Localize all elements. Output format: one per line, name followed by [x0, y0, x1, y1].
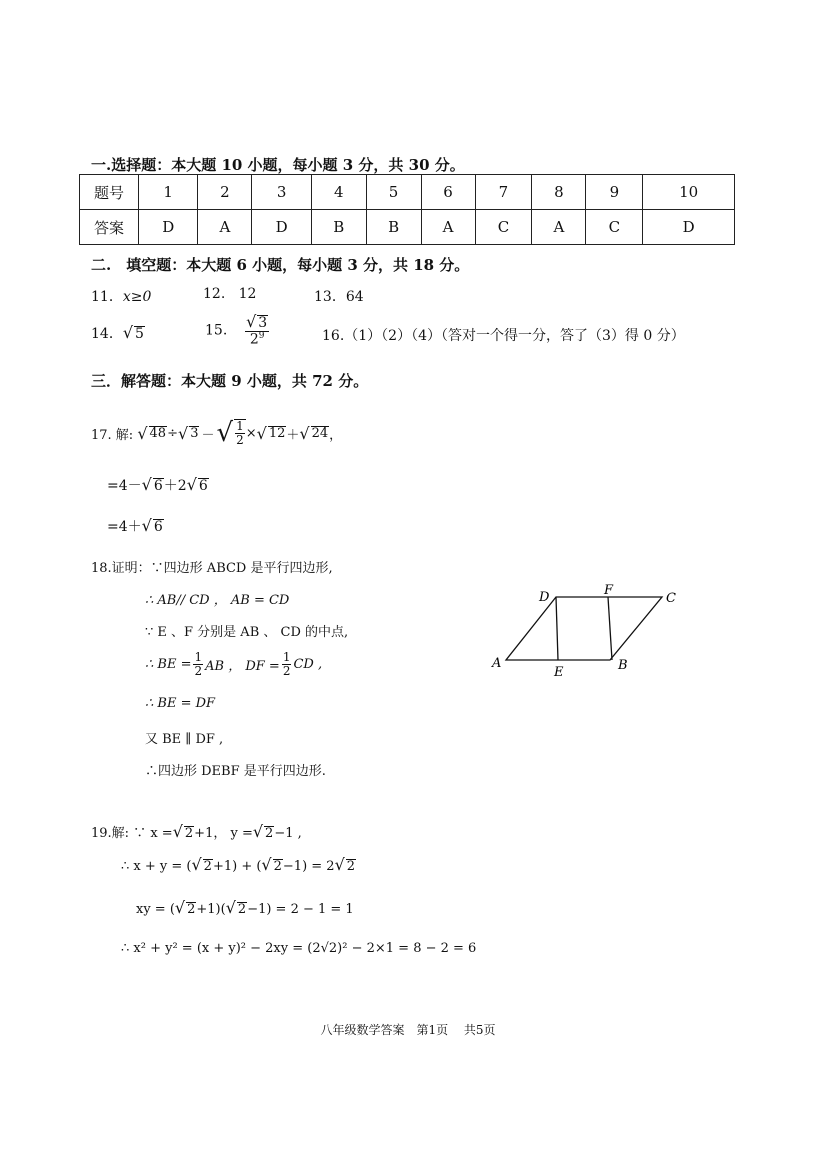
q19-line2: ∴ x + y = (√ 2+1) + (√ 2−1) = 2√ 2: [121, 855, 356, 874]
page-footer: 八年级数学答案 第1页 共5页: [320, 1023, 496, 1037]
table-row-answers: [80, 210, 735, 245]
q17-radicand: 3: [190, 425, 199, 441]
q19-radicand: 2: [184, 826, 194, 841]
q15-number: 15.: [205, 322, 228, 339]
q19-text: xy = (: [136, 902, 175, 917]
q17-radicand: 24: [311, 425, 329, 441]
q18-line4: [145, 651, 322, 678]
label-f: F: [604, 583, 614, 598]
q14-answer: 14．√ 5: [91, 323, 144, 342]
q18-line7: ∴四边形 DEBF 是平行四边形.: [145, 764, 326, 779]
q14-value: 5: [135, 326, 144, 342]
q17-operator: ÷: [167, 425, 178, 441]
label-d: D: [539, 590, 550, 605]
q19-text: +1) + (: [212, 859, 262, 874]
q15-numerator: 3: [258, 315, 268, 331]
segment-de: [556, 597, 558, 660]
q19-line3: xy = (√ 2+1)(√ 2−1) = 2 − 1 = 1: [136, 898, 354, 917]
q19-text: ∴ x + y = (: [121, 859, 192, 874]
q18-fraction: [282, 651, 292, 678]
label-c: C: [666, 591, 676, 606]
table-cell: B: [311, 210, 366, 245]
q13-answer: [314, 286, 364, 306]
section2-heading: 二. 填空题：本大题 6 小题，每小题 3 分，共 18 分。: [91, 256, 470, 274]
q17-half-den: 2: [236, 433, 244, 447]
q15-fraction: $\frac{√ 3}{2^9}$: [246, 312, 268, 349]
q17-line1: 17. 解: √ 48 ÷ √ 3 － √ $\frac{1}{2}$ × √ 12 ＋ √ 24 ，: [91, 418, 343, 448]
q17-half-num: 1: [236, 418, 244, 433]
table-cell: C: [475, 210, 532, 245]
q15-denominator: 2: [249, 332, 259, 349]
table-cell: 3: [252, 175, 311, 210]
q19-text: −1) = 2: [282, 859, 335, 874]
q13-number: 13．: [314, 289, 346, 305]
table-cell: 10: [643, 175, 735, 210]
q13-value: 64: [345, 289, 364, 305]
row-label-number: 题号: [80, 175, 139, 210]
q17-radicand: 6: [198, 478, 208, 494]
q17-operator: －: [201, 427, 215, 443]
q18-text: ∴ BE =: [145, 657, 192, 673]
q11-value: x≥0: [122, 289, 152, 305]
q18-line6: 又 BE ∥ DF ,: [145, 732, 224, 747]
row-label-answer: 答案: [80, 210, 139, 245]
table-cell: D: [252, 210, 311, 245]
q11-answer: [91, 286, 151, 306]
table-cell: A: [421, 210, 475, 245]
q17-text: ＋2: [163, 478, 187, 494]
q15-answer: [205, 313, 269, 348]
q18-line2: ∴ AB// CD ， AB = CD: [145, 593, 290, 608]
section1-heading: 一.选择题：本大题 10 小题，每小题 3 分，共 30 分。: [91, 156, 465, 174]
table-cell: A: [532, 210, 586, 245]
table-cell: 2: [198, 175, 252, 210]
q19-radicand: 2: [265, 826, 274, 841]
label-a: A: [492, 656, 502, 671]
table-cell: 8: [532, 175, 586, 210]
q17-text: =4－: [107, 478, 142, 494]
table-cell: 9: [586, 175, 643, 210]
q17-operator: ×: [245, 425, 257, 441]
q18-text: AB ， DF =: [205, 659, 280, 675]
q18-frac-den: 2: [282, 664, 291, 679]
parallelogram-abcd: [506, 597, 662, 660]
q17-text: =4＋: [107, 519, 142, 535]
q18-frac-den: 2: [194, 664, 203, 679]
q19-radicand: 2: [237, 902, 247, 917]
q18-line1: 18.证明：∵四边形 ABCD 是平行四边形,: [91, 561, 333, 576]
q17-line2: =4－√ 6＋2√ 6: [107, 475, 208, 494]
q15-exponent: 9: [258, 331, 265, 342]
q17-radicand: 48: [149, 425, 167, 441]
q18-line3: ∵ E 、F 分别是 AB 、 CD 的中点,: [145, 625, 349, 640]
table-cell: 4: [311, 175, 366, 210]
q19-radicand: 2: [273, 859, 282, 874]
table-cell: D: [643, 210, 735, 245]
q18-text: CD ,: [293, 657, 323, 673]
q19-radicand: 2: [346, 859, 356, 874]
q19-line4: ∴ x² + y² = (x + y)² − 2xy = (2√2)² − 2×1 = 8 − 2 = 6: [121, 941, 477, 956]
table-cell: A: [198, 210, 252, 245]
q19-text: −1 ,: [274, 826, 302, 841]
label-b: B: [618, 658, 628, 673]
q17-label: 17. 解:: [91, 427, 134, 443]
table-cell: 1: [139, 175, 198, 210]
q17-radicand: 12: [268, 425, 286, 441]
q11-number: 11．: [91, 289, 123, 305]
q18-line5: ∴ BE = DF: [145, 696, 216, 711]
q18-fraction: [193, 651, 203, 678]
q19-text: −1) = 2 − 1 = 1: [247, 902, 354, 917]
q12-value: 12: [238, 286, 257, 302]
q14-number: 14．: [91, 326, 123, 342]
q19-text: 19.解: ∵ x =: [91, 826, 173, 841]
table-cell: 6: [421, 175, 475, 210]
q19-text: +1， y =: [194, 826, 253, 841]
q19-text: +1)(: [196, 902, 226, 917]
q12-answer: [203, 286, 256, 302]
q17-radicand: 6: [153, 519, 163, 535]
q19-radicand: 2: [203, 859, 212, 874]
choice-answer-table: [79, 174, 735, 245]
segment-fb: [608, 597, 612, 660]
q17-line3: =4＋√ 6: [107, 516, 163, 535]
table-cell: 7: [475, 175, 532, 210]
q17-operator: ＋: [286, 427, 300, 443]
q17-half: [234, 419, 246, 447]
table-cell: B: [366, 210, 421, 245]
q19-radicand: 2: [187, 902, 196, 917]
q18-frac-num: 1: [194, 650, 203, 664]
q16-answer: 16.（1）（2）（4）（答对一个得一分，答了（3）得 0 分）: [322, 328, 685, 344]
table-cell: 5: [366, 175, 421, 210]
q12-number: 12.: [203, 286, 226, 302]
table-cell: D: [139, 210, 198, 245]
table-cell: C: [586, 210, 643, 245]
q17-radicand: 6: [153, 478, 163, 494]
q19-line1: 19.解: ∵ x =√ 2+1， y =√ 2−1 ,: [91, 822, 302, 841]
q18-frac-num: 1: [282, 650, 291, 664]
section3-heading: 三．解答题：本大题 9 小题，共 72 分。: [91, 372, 369, 390]
parallelogram-figure: [488, 582, 688, 682]
q17-punct: ，: [329, 427, 343, 443]
label-e: E: [554, 665, 564, 680]
table-row-numbers: [80, 175, 735, 210]
